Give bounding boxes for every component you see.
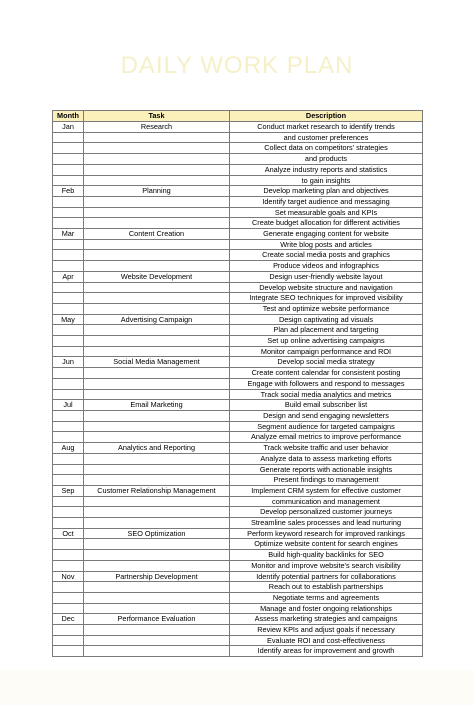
task-cell (84, 475, 230, 486)
table-row (53, 207, 423, 218)
month-cell (53, 453, 84, 464)
task-cell (84, 421, 230, 432)
month-cell (53, 625, 84, 636)
task-cell (84, 410, 230, 421)
month-cell (53, 143, 84, 154)
table-body (53, 122, 423, 657)
task-cell (84, 143, 230, 154)
description-cell: Perform keyword research for improved rankings (230, 528, 423, 539)
description-cell: Present findings to management (230, 475, 423, 486)
task-cell (84, 261, 230, 272)
task-cell (84, 550, 230, 561)
month-cell (53, 346, 84, 357)
task-cell (84, 293, 230, 304)
table-row (53, 378, 423, 389)
task-cell (84, 132, 230, 143)
month-cell: Dec (53, 614, 84, 625)
task-cell (84, 303, 230, 314)
table-header-row (53, 111, 423, 122)
description-cell: Track social media analytics and metrics (230, 389, 423, 400)
month-cell (53, 421, 84, 432)
month-cell (53, 250, 84, 261)
month-cell (53, 592, 84, 603)
page-footer-area (0, 670, 474, 705)
description-cell: Negotiate terms and agreements (230, 592, 423, 603)
task-cell (84, 432, 230, 443)
month-cell (53, 154, 84, 165)
description-cell: Assess marketing strategies and campaigns (230, 614, 423, 625)
table-row (53, 496, 423, 507)
table-row (53, 485, 423, 496)
table-row (53, 229, 423, 240)
description-cell: Monitor and improve website's search visibility (230, 560, 423, 571)
task-cell (84, 560, 230, 571)
task-cell (84, 507, 230, 518)
description-cell: Analyze data to assess marketing efforts (230, 453, 423, 464)
description-cell: Collect data on competitors' strategies (230, 143, 423, 154)
header-description: Description (230, 111, 423, 122)
table-row (53, 400, 423, 411)
table-row (53, 592, 423, 603)
table-row (53, 464, 423, 475)
month-cell (53, 518, 84, 529)
task-cell: Social Media Management (84, 357, 230, 368)
month-cell (53, 410, 84, 421)
description-cell: Identify areas for improvement and growth (230, 646, 423, 657)
description-cell: Implement CRM system for effective customer (230, 485, 423, 496)
table-row (53, 293, 423, 304)
task-cell (84, 196, 230, 207)
description-cell: Optimize website content for search engines (230, 539, 423, 550)
description-cell: Monitor campaign performance and ROI (230, 346, 423, 357)
task-cell (84, 646, 230, 657)
table-row (53, 560, 423, 571)
table-row (53, 625, 423, 636)
work-plan-table (52, 110, 423, 657)
description-cell: Engage with followers and respond to messages (230, 378, 423, 389)
table-row (53, 539, 423, 550)
table-row (53, 303, 423, 314)
description-cell: Set measurable goals and KPIs (230, 207, 423, 218)
task-cell (84, 453, 230, 464)
task-cell (84, 250, 230, 261)
table-row (53, 143, 423, 154)
table-row (53, 603, 423, 614)
task-cell: Customer Relationship Management (84, 485, 230, 496)
month-cell (53, 175, 84, 186)
month-cell (53, 378, 84, 389)
task-cell (84, 164, 230, 175)
description-cell: Design user-friendly website layout (230, 271, 423, 282)
table-row (53, 443, 423, 454)
task-cell (84, 603, 230, 614)
description-cell: Develop social media strategy (230, 357, 423, 368)
task-cell (84, 282, 230, 293)
table-row (53, 196, 423, 207)
description-cell: and customer preferences (230, 132, 423, 143)
table-row (53, 154, 423, 165)
table-row (53, 239, 423, 250)
task-cell (84, 346, 230, 357)
task-cell (84, 154, 230, 165)
month-cell: Aug (53, 443, 84, 454)
description-cell: Set up online advertising campaigns (230, 336, 423, 347)
month-cell: Jun (53, 357, 84, 368)
month-cell: Jan (53, 122, 84, 133)
table-row (53, 550, 423, 561)
task-cell: Planning (84, 186, 230, 197)
task-cell (84, 635, 230, 646)
task-cell: Performance Evaluation (84, 614, 230, 625)
month-cell (53, 196, 84, 207)
task-cell: Analytics and Reporting (84, 443, 230, 454)
table-row (53, 314, 423, 325)
task-cell (84, 389, 230, 400)
task-cell (84, 592, 230, 603)
month-cell (53, 239, 84, 250)
task-cell (84, 175, 230, 186)
month-cell (53, 475, 84, 486)
description-cell: Create social media posts and graphics (230, 250, 423, 261)
table-row (53, 336, 423, 347)
header-month: Month (53, 111, 84, 122)
header-task: Task (84, 111, 230, 122)
table-row (53, 646, 423, 657)
table-row (53, 261, 423, 272)
month-cell: May (53, 314, 84, 325)
description-cell: Create content calendar for consistent posting (230, 368, 423, 379)
task-cell: Advertising Campaign (84, 314, 230, 325)
description-cell: Analyze industry reports and statistics (230, 164, 423, 175)
table-row (53, 389, 423, 400)
month-cell (53, 368, 84, 379)
table-row (53, 432, 423, 443)
description-cell: Build high-quality backlinks for SEO (230, 550, 423, 561)
table-row (53, 453, 423, 464)
task-cell: Partnership Development (84, 571, 230, 582)
description-cell: Manage and foster ongoing relationships (230, 603, 423, 614)
task-cell (84, 496, 230, 507)
table-row (53, 250, 423, 261)
month-cell (53, 635, 84, 646)
month-cell: Feb (53, 186, 84, 197)
table-row (53, 635, 423, 646)
month-cell: Apr (53, 271, 84, 282)
description-cell: Create budget allocation for different activities (230, 218, 423, 229)
task-cell (84, 625, 230, 636)
month-cell (53, 432, 84, 443)
description-cell: Conduct market research to identify trends (230, 122, 423, 133)
table-row (53, 518, 423, 529)
description-cell: Analyze email metrics to improve performance (230, 432, 423, 443)
month-cell (53, 539, 84, 550)
description-cell: Track website traffic and user behavior (230, 443, 423, 454)
month-cell (53, 603, 84, 614)
month-cell: Nov (53, 571, 84, 582)
task-cell: Email Marketing (84, 400, 230, 411)
page-title: DAILY WORK PLAN (120, 52, 354, 79)
description-cell: to gain insights (230, 175, 423, 186)
description-cell: Streamline sales processes and lead nurturing (230, 518, 423, 529)
month-cell (53, 218, 84, 229)
table-row (53, 357, 423, 368)
month-cell (53, 646, 84, 657)
table-row (53, 571, 423, 582)
description-cell: Test and optimize website performance (230, 303, 423, 314)
description-cell: Design and send engaging newsletters (230, 410, 423, 421)
task-cell (84, 336, 230, 347)
description-cell: Generate reports with actionable insights (230, 464, 423, 475)
description-cell: Identify target audience and messaging (230, 196, 423, 207)
table-row (53, 164, 423, 175)
task-cell (84, 207, 230, 218)
month-cell (53, 293, 84, 304)
table-row (53, 175, 423, 186)
month-cell: Oct (53, 528, 84, 539)
description-cell: Develop personalized customer journeys (230, 507, 423, 518)
description-cell: Segment audience for targeted campaigns (230, 421, 423, 432)
month-cell (53, 303, 84, 314)
table-row (53, 186, 423, 197)
table-row (53, 507, 423, 518)
month-cell (53, 164, 84, 175)
description-cell: Write blog posts and articles (230, 239, 423, 250)
description-cell: and products (230, 154, 423, 165)
month-cell: Jul (53, 400, 84, 411)
description-cell: Evaluate ROI and cost-effectiveness (230, 635, 423, 646)
task-cell (84, 368, 230, 379)
table-row (53, 368, 423, 379)
description-cell: Integrate SEO techniques for improved visibility (230, 293, 423, 304)
task-cell (84, 325, 230, 336)
description-cell: Reach out to establish partnerships (230, 582, 423, 593)
month-cell: Sep (53, 485, 84, 496)
table-row (53, 282, 423, 293)
table-row (53, 582, 423, 593)
month-cell (53, 132, 84, 143)
description-cell: Produce videos and infographics (230, 261, 423, 272)
table-row (53, 614, 423, 625)
table-row (53, 346, 423, 357)
table-row (53, 325, 423, 336)
table-row (53, 218, 423, 229)
month-cell (53, 207, 84, 218)
month-cell (53, 464, 84, 475)
table-row (53, 475, 423, 486)
description-cell: Generate engaging content for website (230, 229, 423, 240)
description-cell: Build email subscriber list (230, 400, 423, 411)
task-cell (84, 518, 230, 529)
table-row (53, 528, 423, 539)
month-cell (53, 336, 84, 347)
month-cell: Mar (53, 229, 84, 240)
description-cell: Develop website structure and navigation (230, 282, 423, 293)
task-cell: Research (84, 122, 230, 133)
month-cell (53, 282, 84, 293)
month-cell (53, 496, 84, 507)
description-cell: Plan ad placement and targeting (230, 325, 423, 336)
task-cell: Content Creation (84, 229, 230, 240)
table-row (53, 132, 423, 143)
description-cell: Develop marketing plan and objectives (230, 186, 423, 197)
task-cell (84, 539, 230, 550)
task-cell (84, 239, 230, 250)
month-cell (53, 550, 84, 561)
task-cell: SEO Optimization (84, 528, 230, 539)
table-row (53, 271, 423, 282)
month-cell (53, 325, 84, 336)
description-cell: Review KPIs and adjust goals if necessary (230, 625, 423, 636)
task-cell (84, 218, 230, 229)
description-cell: Identify potential partners for collaborations (230, 571, 423, 582)
task-cell (84, 464, 230, 475)
task-cell (84, 582, 230, 593)
task-cell: Website Development (84, 271, 230, 282)
month-cell (53, 261, 84, 272)
table-row (53, 421, 423, 432)
month-cell (53, 507, 84, 518)
table-row (53, 410, 423, 421)
description-cell: Design captivating ad visuals (230, 314, 423, 325)
description-cell: communication and management (230, 496, 423, 507)
month-cell (53, 560, 84, 571)
task-cell (84, 378, 230, 389)
month-cell (53, 389, 84, 400)
month-cell (53, 582, 84, 593)
table-row (53, 122, 423, 133)
